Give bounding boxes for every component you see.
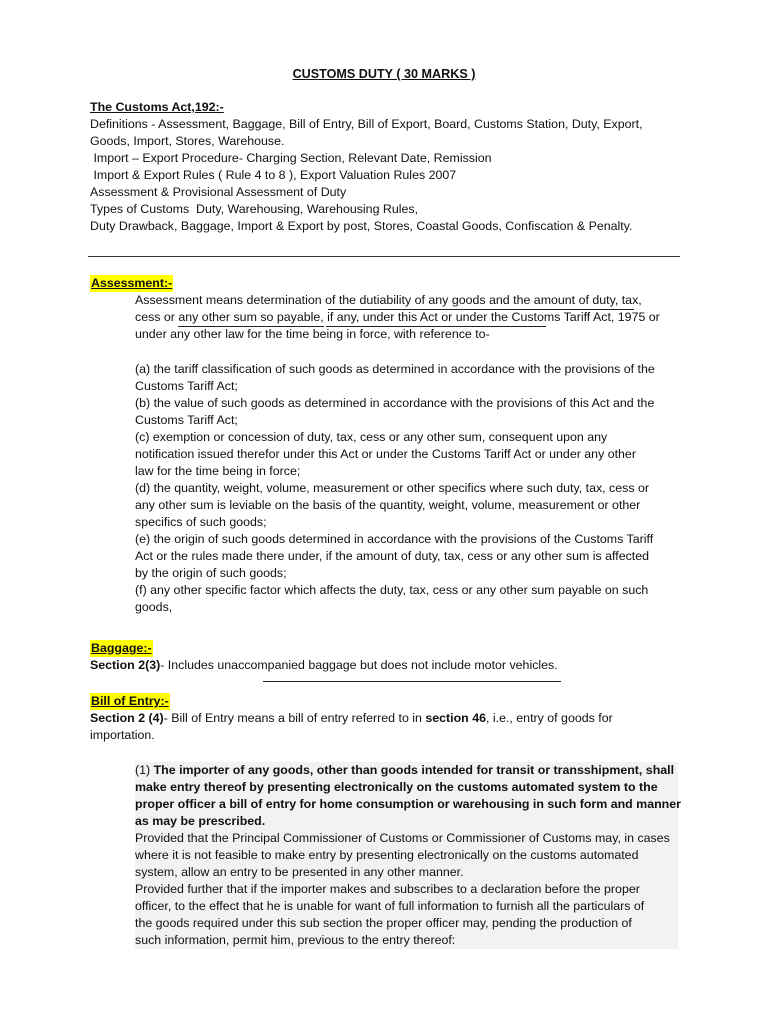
proviso-line: such information, permit him, previous to the entry thereof:	[135, 933, 456, 947]
proviso-line: where it is not feasible to make entry by presenting electronically on the customs automated	[135, 848, 639, 862]
baggage-section-ref: Section 2(3)	[90, 658, 161, 672]
subsection-text: make entry thereof by presenting electronically on the customs automated system to the	[135, 780, 658, 794]
subsection-1-block	[135, 762, 681, 949]
baggage-definition	[90, 657, 558, 674]
proviso-line: Provided that the Principal Commissioner of Customs or Commissioner of Customs may, in cases	[135, 831, 670, 845]
bill-of-entry-text: - Bill of Entry means a bill of entry referred to in	[163, 711, 426, 725]
act-line: Goods, Import, Stores, Warehouse.	[90, 134, 285, 148]
bill-of-entry-section-ref: Section 2 (4)	[90, 711, 164, 725]
proviso-line: officer, to the effect that he is unable for want of full information to furnish all the particulars of	[135, 899, 645, 913]
baggage-text: - Includes unaccompanied baggage but does not include motor vehicles.	[160, 658, 558, 672]
baggage-heading-wrap	[90, 640, 153, 657]
proviso-line: the goods required under this sub section the proper officer may, pending the production of	[135, 916, 632, 930]
pen-underline	[326, 326, 546, 327]
assessment-intro-line: under any other law for the time being in force, with reference to-	[135, 327, 490, 341]
clause-line: specifics of such goods;	[135, 515, 267, 529]
bill-of-entry-heading-wrap	[90, 693, 170, 710]
page-title: CUSTOMS DUTY ( 30 MARKS )	[292, 67, 476, 81]
act-line: Duty Drawback, Baggage, Import & Export by post, Stores, Coastal Goods, Confiscation & Penalty.	[90, 219, 633, 233]
bill-of-entry-text-cont: importation.	[90, 728, 155, 742]
bill-of-entry-definition	[90, 710, 613, 727]
act-line: Assessment & Provisional Assessment of Duty	[90, 185, 347, 199]
act-line: Import & Export Rules ( Rule 4 to 8 ), Export Valuation Rules 2007	[90, 168, 457, 182]
pen-underline	[263, 681, 561, 682]
clause-line: by the origin of such goods;	[135, 566, 287, 580]
clause-line: (e) the origin of such goods determined in accordance with the provisions of the Customs Tariff	[135, 532, 654, 546]
pen-underline	[178, 326, 324, 327]
clause-line: Customs Tariff Act;	[135, 379, 238, 393]
assessment-heading-wrap	[90, 275, 173, 292]
proviso-line: system, allow an entry to be presented in any other manner.	[135, 865, 464, 879]
baggage-heading: Baggage:-	[91, 641, 152, 655]
clause-line: (f) any other specific factor which affects the duty, tax, cess or any other sum payable on such	[135, 583, 649, 597]
assessment-clauses	[135, 361, 675, 616]
proviso-line: Provided further that if the importer makes and subscribes to a declaration before the proper	[135, 882, 640, 896]
horizontal-divider	[88, 256, 680, 257]
assessment-intro-line: cess or any other sum so payable, if any, under this Act or under the Customs Tariff Act, 1975 or	[135, 310, 660, 324]
clause-line: (c) exemption or concession of duty, tax, cess or any other sum, consequent upon any	[135, 430, 608, 444]
assessment-intro-line: Assessment means determination of the dutiability of any goods and the amount of duty, tax,	[135, 293, 642, 307]
clause-line: any other sum is leviable on the basis of the quantity, weight, volume, measurement or other	[135, 498, 641, 512]
bill-of-entry-heading: Bill of Entry:-	[91, 694, 169, 708]
clause-line: (d) the quantity, weight, volume, measurement or other specifics where such duty, tax, cess or	[135, 481, 649, 495]
assessment-heading: Assessment:-	[91, 276, 173, 290]
clause-line: Act or the rules made there under, if the amount of duty, tax, cess or any other sum is affected	[135, 549, 650, 563]
bill-of-entry-text: , i.e., entry of goods for	[485, 711, 613, 725]
section-46-ref: section 46	[425, 711, 486, 725]
subsection-number: (1)	[135, 763, 154, 777]
act-line: Definitions - Assessment, Baggage, Bill of Entry, Bill of Export, Board, Customs Station, Duty, Export,	[90, 117, 643, 131]
clause-line: (a) the tariff classification of such goods as determined in accordance with the provisions of the	[135, 362, 655, 376]
act-line: Types of Customs Duty, Warehousing, Warehousing Rules,	[90, 202, 419, 216]
clause-line: notification issued therefor under this Act or under the Customs Tariff Act or under any other	[135, 447, 636, 461]
subsection-text: The importer of any goods, other than goods intended for transit or transshipment, shall	[153, 763, 675, 777]
subsection-text: proper officer a bill of entry for home consumption or warehousing in such form and manner	[135, 797, 681, 811]
assessment-intro	[135, 292, 675, 343]
clause-line: Customs Tariff Act;	[135, 413, 238, 427]
customs-act-heading: The Customs Act,192:-	[90, 100, 224, 114]
customs-act-section	[90, 99, 690, 235]
clause-line: (b) the value of such goods as determined in accordance with the provisions of this Act and the	[135, 396, 655, 410]
clause-line: law for the time being in force;	[135, 464, 301, 478]
clause-line: goods,	[135, 600, 173, 614]
pen-underline	[328, 309, 634, 310]
act-line: Import – Export Procedure- Charging Section, Relevant Date, Remission	[90, 151, 492, 165]
subsection-text: as may be prescribed.	[135, 814, 266, 828]
